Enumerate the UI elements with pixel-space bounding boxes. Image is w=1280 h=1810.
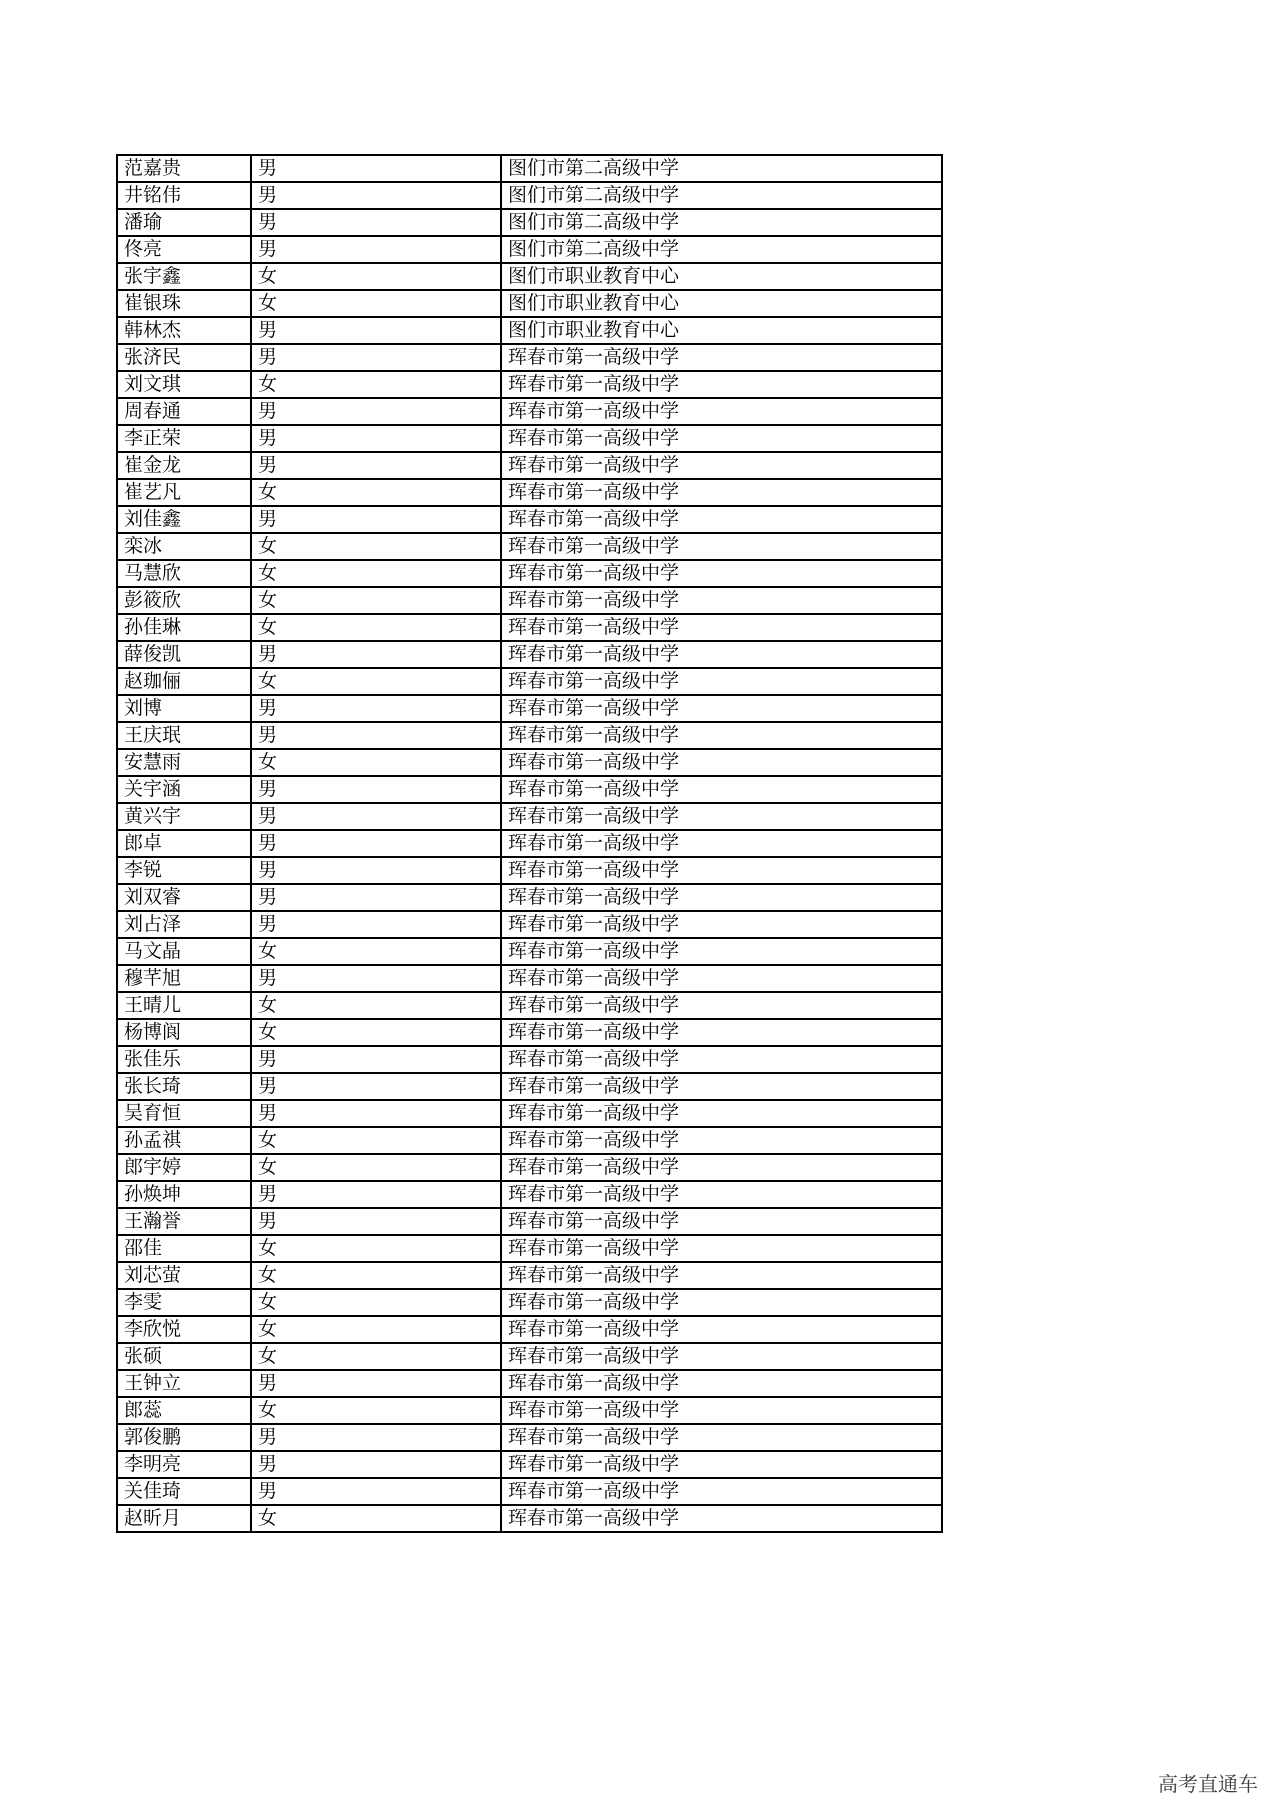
gender-cell: 男 xyxy=(251,344,501,371)
school-cell: 图们市第二高级中学 xyxy=(501,155,942,182)
student-name-cell: 安慧雨 xyxy=(117,749,251,776)
school-cell: 珲春市第一高级中学 xyxy=(501,587,942,614)
school-cell: 珲春市第一高级中学 xyxy=(501,452,942,479)
table-row xyxy=(117,992,942,1019)
student-name-cell: 郎卓 xyxy=(117,830,251,857)
table-row xyxy=(117,695,942,722)
school-cell: 珲春市第一高级中学 xyxy=(501,1370,942,1397)
gender-cell: 女 xyxy=(251,1235,501,1262)
table-row xyxy=(117,641,942,668)
table-row xyxy=(117,1208,942,1235)
table-row xyxy=(117,290,942,317)
gender-cell: 女 xyxy=(251,1505,501,1532)
student-name-cell: 李正荣 xyxy=(117,425,251,452)
gender-cell: 男 xyxy=(251,857,501,884)
school-cell: 珲春市第一高级中学 xyxy=(501,1127,942,1154)
student-name-cell: 孙孟祺 xyxy=(117,1127,251,1154)
table-row xyxy=(117,317,942,344)
student-name-cell: 张济民 xyxy=(117,344,251,371)
school-cell: 珲春市第一高级中学 xyxy=(501,803,942,830)
gender-cell: 男 xyxy=(251,695,501,722)
school-cell: 珲春市第一高级中学 xyxy=(501,1181,942,1208)
gender-cell: 男 xyxy=(251,398,501,425)
student-roster-table xyxy=(116,154,943,1533)
school-cell: 珲春市第一高级中学 xyxy=(501,1343,942,1370)
school-cell: 珲春市第一高级中学 xyxy=(501,1208,942,1235)
school-cell: 珲春市第一高级中学 xyxy=(501,506,942,533)
school-cell: 珲春市第一高级中学 xyxy=(501,1100,942,1127)
gender-cell: 女 xyxy=(251,560,501,587)
student-name-cell: 关宇涵 xyxy=(117,776,251,803)
table-row xyxy=(117,614,942,641)
gender-cell: 男 xyxy=(251,884,501,911)
table-row xyxy=(117,1451,942,1478)
school-cell: 珲春市第一高级中学 xyxy=(501,533,942,560)
student-name-cell: 赵珈俪 xyxy=(117,668,251,695)
gender-cell: 女 xyxy=(251,479,501,506)
school-cell: 珲春市第一高级中学 xyxy=(501,1451,942,1478)
gender-cell: 女 xyxy=(251,1343,501,1370)
gender-cell: 男 xyxy=(251,452,501,479)
school-cell: 珲春市第一高级中学 xyxy=(501,1316,942,1343)
student-name-cell: 刘占泽 xyxy=(117,911,251,938)
gender-cell: 女 xyxy=(251,992,501,1019)
student-name-cell: 刘博 xyxy=(117,695,251,722)
gender-cell: 男 xyxy=(251,182,501,209)
school-cell: 图们市职业教育中心 xyxy=(501,263,942,290)
table-row xyxy=(117,1127,942,1154)
gender-cell: 男 xyxy=(251,1424,501,1451)
table-row xyxy=(117,182,942,209)
table-row xyxy=(117,1100,942,1127)
table-row xyxy=(117,263,942,290)
student-name-cell: 马文晶 xyxy=(117,938,251,965)
gender-cell: 女 xyxy=(251,290,501,317)
student-name-cell: 井铭伟 xyxy=(117,182,251,209)
gender-cell: 男 xyxy=(251,317,501,344)
student-name-cell: 关佳琦 xyxy=(117,1478,251,1505)
gender-cell: 男 xyxy=(251,1073,501,1100)
student-name-cell: 栾冰 xyxy=(117,533,251,560)
gender-cell: 女 xyxy=(251,938,501,965)
gender-cell: 男 xyxy=(251,1478,501,1505)
student-name-cell: 郎宇婷 xyxy=(117,1154,251,1181)
gender-cell: 男 xyxy=(251,641,501,668)
gender-cell: 男 xyxy=(251,1451,501,1478)
school-cell: 珲春市第一高级中学 xyxy=(501,344,942,371)
student-name-cell: 吴育恒 xyxy=(117,1100,251,1127)
table-row xyxy=(117,1289,942,1316)
gender-cell: 女 xyxy=(251,1019,501,1046)
table-row xyxy=(117,1343,942,1370)
school-cell: 珲春市第一高级中学 xyxy=(501,992,942,1019)
table-row xyxy=(117,965,942,992)
table-row xyxy=(117,1316,942,1343)
school-cell: 珲春市第一高级中学 xyxy=(501,641,942,668)
table-row xyxy=(117,1370,942,1397)
table-row xyxy=(117,1235,942,1262)
gender-cell: 女 xyxy=(251,263,501,290)
student-name-cell: 孙焕坤 xyxy=(117,1181,251,1208)
gender-cell: 男 xyxy=(251,425,501,452)
school-cell: 珲春市第一高级中学 xyxy=(501,1478,942,1505)
gender-cell: 女 xyxy=(251,371,501,398)
gender-cell: 男 xyxy=(251,209,501,236)
gender-cell: 男 xyxy=(251,776,501,803)
student-name-cell: 薛俊凯 xyxy=(117,641,251,668)
table-row xyxy=(117,371,942,398)
table-row xyxy=(117,506,942,533)
table-row xyxy=(117,1154,942,1181)
student-name-cell: 黄兴宇 xyxy=(117,803,251,830)
roster-body xyxy=(117,155,942,1532)
school-cell: 珲春市第一高级中学 xyxy=(501,722,942,749)
student-name-cell: 穆芊旭 xyxy=(117,965,251,992)
school-cell: 珲春市第一高级中学 xyxy=(501,1154,942,1181)
student-name-cell: 李锐 xyxy=(117,857,251,884)
gender-cell: 男 xyxy=(251,1181,501,1208)
gender-cell: 女 xyxy=(251,668,501,695)
school-cell: 图们市职业教育中心 xyxy=(501,317,942,344)
gender-cell: 女 xyxy=(251,587,501,614)
student-name-cell: 张佳乐 xyxy=(117,1046,251,1073)
school-cell: 珲春市第一高级中学 xyxy=(501,479,942,506)
gender-cell: 男 xyxy=(251,722,501,749)
school-cell: 图们市职业教育中心 xyxy=(501,290,942,317)
table-row xyxy=(117,1505,942,1532)
school-cell: 珲春市第一高级中学 xyxy=(501,1019,942,1046)
school-cell: 珲春市第一高级中学 xyxy=(501,1397,942,1424)
gender-cell: 女 xyxy=(251,1316,501,1343)
gender-cell: 男 xyxy=(251,506,501,533)
table-row xyxy=(117,1397,942,1424)
student-name-cell: 王晴儿 xyxy=(117,992,251,1019)
student-name-cell: 马慧欣 xyxy=(117,560,251,587)
table-row xyxy=(117,776,942,803)
gender-cell: 男 xyxy=(251,236,501,263)
gender-cell: 男 xyxy=(251,1370,501,1397)
school-cell: 珲春市第一高级中学 xyxy=(501,776,942,803)
student-name-cell: 孙佳琳 xyxy=(117,614,251,641)
school-cell: 珲春市第一高级中学 xyxy=(501,560,942,587)
table-row xyxy=(117,155,942,182)
school-cell: 珲春市第一高级中学 xyxy=(501,1046,942,1073)
gender-cell: 男 xyxy=(251,1100,501,1127)
table-row xyxy=(117,1073,942,1100)
school-cell: 珲春市第一高级中学 xyxy=(501,857,942,884)
table-row xyxy=(117,911,942,938)
table-row xyxy=(117,1478,942,1505)
student-name-cell: 张宇鑫 xyxy=(117,263,251,290)
table-row xyxy=(117,1424,942,1451)
gender-cell: 男 xyxy=(251,965,501,992)
gender-cell: 男 xyxy=(251,155,501,182)
table-row xyxy=(117,1262,942,1289)
school-cell: 珲春市第一高级中学 xyxy=(501,1505,942,1532)
student-name-cell: 王瀚誉 xyxy=(117,1208,251,1235)
gender-cell: 男 xyxy=(251,911,501,938)
table-row xyxy=(117,452,942,479)
school-cell: 珲春市第一高级中学 xyxy=(501,614,942,641)
student-name-cell: 刘芯萤 xyxy=(117,1262,251,1289)
table-row xyxy=(117,425,942,452)
student-name-cell: 郭俊鹏 xyxy=(117,1424,251,1451)
gender-cell: 女 xyxy=(251,533,501,560)
gender-cell: 女 xyxy=(251,614,501,641)
school-cell: 珲春市第一高级中学 xyxy=(501,695,942,722)
student-name-cell: 韩林杰 xyxy=(117,317,251,344)
gender-cell: 女 xyxy=(251,749,501,776)
school-cell: 珲春市第一高级中学 xyxy=(501,749,942,776)
table-row xyxy=(117,587,942,614)
gender-cell: 男 xyxy=(251,1208,501,1235)
school-cell: 珲春市第一高级中学 xyxy=(501,1289,942,1316)
school-cell: 珲春市第一高级中学 xyxy=(501,1262,942,1289)
student-name-cell: 刘双睿 xyxy=(117,884,251,911)
school-cell: 图们市第二高级中学 xyxy=(501,236,942,263)
table-row xyxy=(117,938,942,965)
student-name-cell: 彭筱欣 xyxy=(117,587,251,614)
watermark-text: 高考直通车 xyxy=(1158,1772,1258,1796)
table-row xyxy=(117,344,942,371)
student-name-cell: 周春通 xyxy=(117,398,251,425)
school-cell: 珲春市第一高级中学 xyxy=(501,965,942,992)
school-cell: 珲春市第一高级中学 xyxy=(501,425,942,452)
gender-cell: 女 xyxy=(251,1289,501,1316)
school-cell: 珲春市第一高级中学 xyxy=(501,1073,942,1100)
student-name-cell: 刘佳鑫 xyxy=(117,506,251,533)
gender-cell: 男 xyxy=(251,803,501,830)
school-cell: 珲春市第一高级中学 xyxy=(501,938,942,965)
table-row xyxy=(117,560,942,587)
table-row xyxy=(117,749,942,776)
student-name-cell: 李欣悦 xyxy=(117,1316,251,1343)
table-row xyxy=(117,236,942,263)
table-row xyxy=(117,209,942,236)
school-cell: 珲春市第一高级中学 xyxy=(501,911,942,938)
school-cell: 珲春市第一高级中学 xyxy=(501,1235,942,1262)
student-name-cell: 崔艺凡 xyxy=(117,479,251,506)
table-row xyxy=(117,533,942,560)
school-cell: 珲春市第一高级中学 xyxy=(501,830,942,857)
table-row xyxy=(117,668,942,695)
student-name-cell: 赵昕月 xyxy=(117,1505,251,1532)
school-cell: 图们市第二高级中学 xyxy=(501,209,942,236)
student-name-cell: 范嘉贵 xyxy=(117,155,251,182)
table-row xyxy=(117,1181,942,1208)
table-row xyxy=(117,830,942,857)
student-name-cell: 李雯 xyxy=(117,1289,251,1316)
student-name-cell: 张硕 xyxy=(117,1343,251,1370)
school-cell: 珲春市第一高级中学 xyxy=(501,1424,942,1451)
student-name-cell: 王钟立 xyxy=(117,1370,251,1397)
table-row xyxy=(117,884,942,911)
gender-cell: 男 xyxy=(251,830,501,857)
student-name-cell: 王庆珉 xyxy=(117,722,251,749)
table-row xyxy=(117,479,942,506)
gender-cell: 女 xyxy=(251,1127,501,1154)
gender-cell: 女 xyxy=(251,1154,501,1181)
school-cell: 珲春市第一高级中学 xyxy=(501,668,942,695)
student-name-cell: 潘瑜 xyxy=(117,209,251,236)
table-row xyxy=(117,857,942,884)
student-name-cell: 佟亮 xyxy=(117,236,251,263)
table-row xyxy=(117,803,942,830)
student-name-cell: 刘文琪 xyxy=(117,371,251,398)
table-row xyxy=(117,722,942,749)
table-row xyxy=(117,1019,942,1046)
gender-cell: 男 xyxy=(251,1046,501,1073)
student-name-cell: 郎蕊 xyxy=(117,1397,251,1424)
school-cell: 图们市第二高级中学 xyxy=(501,182,942,209)
student-name-cell: 杨博阆 xyxy=(117,1019,251,1046)
student-name-cell: 崔金龙 xyxy=(117,452,251,479)
school-cell: 珲春市第一高级中学 xyxy=(501,398,942,425)
table-row xyxy=(117,398,942,425)
school-cell: 珲春市第一高级中学 xyxy=(501,371,942,398)
student-name-cell: 邵佳 xyxy=(117,1235,251,1262)
student-name-cell: 李明亮 xyxy=(117,1451,251,1478)
school-cell: 珲春市第一高级中学 xyxy=(501,884,942,911)
student-name-cell: 崔银珠 xyxy=(117,290,251,317)
table-row xyxy=(117,1046,942,1073)
gender-cell: 女 xyxy=(251,1262,501,1289)
student-name-cell: 张长琦 xyxy=(117,1073,251,1100)
gender-cell: 女 xyxy=(251,1397,501,1424)
